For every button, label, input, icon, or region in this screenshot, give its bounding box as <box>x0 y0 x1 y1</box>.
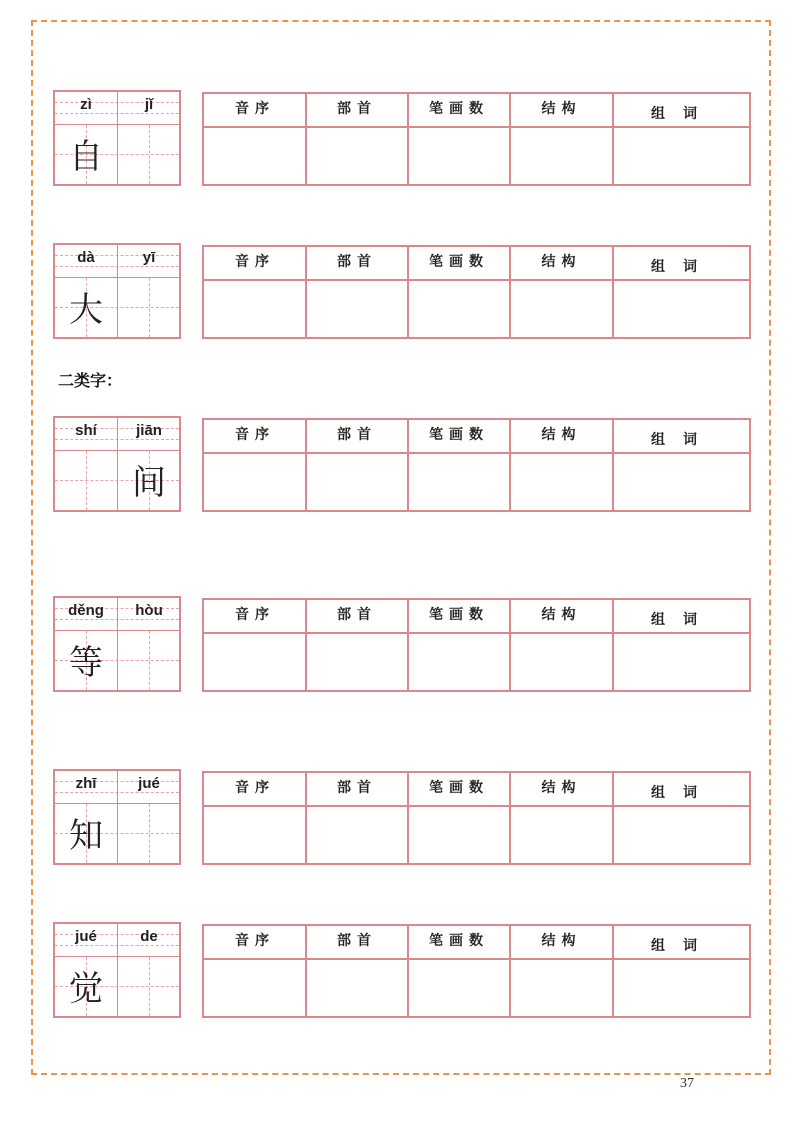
answer-cell[interactable] <box>205 281 305 337</box>
answer-cell[interactable] <box>205 634 305 690</box>
answer-cell[interactable] <box>511 281 612 337</box>
answer-cell[interactable] <box>205 128 305 184</box>
character-right: 间 <box>132 463 166 503</box>
pinyin-grid <box>53 922 181 1018</box>
table-header-1: 音序 <box>235 101 275 117</box>
info-table <box>202 924 751 1018</box>
table-header-5: 组词 <box>651 785 715 801</box>
answer-cell[interactable] <box>307 807 407 863</box>
character-right <box>118 634 180 692</box>
pinyin-left: shí <box>75 422 97 439</box>
table-header-1: 音序 <box>235 607 275 623</box>
table-header-5: 组词 <box>651 612 715 628</box>
answer-cell[interactable] <box>307 128 407 184</box>
answer-cell[interactable] <box>409 960 509 1016</box>
table-header-3: 笔画数 <box>429 427 489 443</box>
table-header-4: 结构 <box>541 101 582 117</box>
answer-cell[interactable] <box>511 454 612 510</box>
info-table <box>202 92 751 186</box>
table-header-3: 笔画数 <box>429 780 489 796</box>
pinyin-right: jǐ <box>144 96 154 113</box>
answer-cell[interactable] <box>511 128 612 184</box>
character-left: 等 <box>69 643 103 683</box>
character-left <box>55 454 117 512</box>
character-row <box>0 416 793 514</box>
info-table <box>202 245 751 339</box>
table-header-2: 部首 <box>337 254 377 270</box>
pinyin-left: zhī <box>75 775 97 792</box>
answer-cell[interactable] <box>205 960 305 1016</box>
table-header-2: 部首 <box>337 933 377 949</box>
answer-cell[interactable] <box>511 634 612 690</box>
table-header-5: 组词 <box>651 432 715 448</box>
answer-cell[interactable] <box>205 807 305 863</box>
table-header-1: 音序 <box>235 427 275 443</box>
section-label: 二类字： <box>58 371 123 390</box>
table-header-2: 部首 <box>337 607 377 623</box>
answer-cell[interactable] <box>511 807 612 863</box>
character-row <box>0 922 793 1020</box>
answer-cell[interactable] <box>614 634 752 690</box>
pinyin-right: hòu <box>135 602 163 619</box>
table-header-3: 笔画数 <box>429 607 489 623</box>
pinyin-right: jué <box>138 775 160 792</box>
table-header-5: 组词 <box>651 259 715 275</box>
table-header-4: 结构 <box>541 254 582 270</box>
answer-cell[interactable] <box>307 960 407 1016</box>
character-row <box>0 243 793 341</box>
table-header-4: 结构 <box>541 427 582 443</box>
table-header-1: 音序 <box>235 254 275 270</box>
pinyin-right: jiān <box>136 422 162 439</box>
info-table <box>202 771 751 865</box>
table-header-1: 音序 <box>235 780 275 796</box>
table-header-3: 笔画数 <box>429 254 489 270</box>
table-header-2: 部首 <box>337 780 377 796</box>
table-header-4: 结构 <box>541 780 582 796</box>
answer-cell[interactable] <box>409 807 509 863</box>
table-header-5: 组词 <box>651 938 715 954</box>
pinyin-left: jué <box>75 928 97 945</box>
character-right <box>118 128 180 186</box>
pinyin-right: yī <box>142 249 156 266</box>
character-row <box>0 90 793 188</box>
page-number: 37 <box>680 1076 694 1091</box>
pinyin-left: dà <box>77 249 95 266</box>
pinyin-left: zì <box>80 96 92 113</box>
pinyin-grid <box>53 596 181 692</box>
table-header-3: 笔画数 <box>429 933 489 949</box>
pinyin-grid <box>53 243 181 339</box>
answer-cell[interactable] <box>614 960 752 1016</box>
character-row <box>0 769 793 867</box>
pinyin-grid <box>53 769 181 865</box>
table-header-2: 部首 <box>337 427 377 443</box>
answer-cell[interactable] <box>409 634 509 690</box>
table-header-4: 结构 <box>541 933 582 949</box>
character-left: 大 <box>69 290 103 330</box>
table-header-4: 结构 <box>541 607 582 623</box>
character-right <box>118 960 180 1018</box>
answer-cell[interactable] <box>614 807 752 863</box>
character-left: 知 <box>69 816 103 856</box>
answer-cell[interactable] <box>205 454 305 510</box>
table-header-2: 部首 <box>337 101 377 117</box>
info-table <box>202 598 751 692</box>
answer-cell[interactable] <box>307 634 407 690</box>
answer-cell[interactable] <box>307 454 407 510</box>
character-row <box>0 596 793 694</box>
character-left: 自 <box>69 137 103 177</box>
pinyin-right: de <box>140 928 158 945</box>
pinyin-grid <box>53 90 181 186</box>
answer-cell[interactable] <box>409 128 509 184</box>
answer-cell[interactable] <box>409 281 509 337</box>
answer-cell[interactable] <box>614 128 752 184</box>
table-header-1: 音序 <box>235 933 275 949</box>
answer-cell[interactable] <box>307 281 407 337</box>
answer-cell[interactable] <box>614 454 752 510</box>
table-header-3: 笔画数 <box>429 101 489 117</box>
pinyin-grid <box>53 416 181 512</box>
character-left: 觉 <box>69 969 103 1009</box>
info-table <box>202 418 751 512</box>
pinyin-left: děng <box>68 602 104 619</box>
character-right <box>118 281 180 339</box>
answer-cell[interactable] <box>511 960 612 1016</box>
answer-cell[interactable] <box>409 454 509 510</box>
table-header-5: 组词 <box>651 106 715 122</box>
answer-cell[interactable] <box>614 281 752 337</box>
character-right <box>118 807 180 865</box>
